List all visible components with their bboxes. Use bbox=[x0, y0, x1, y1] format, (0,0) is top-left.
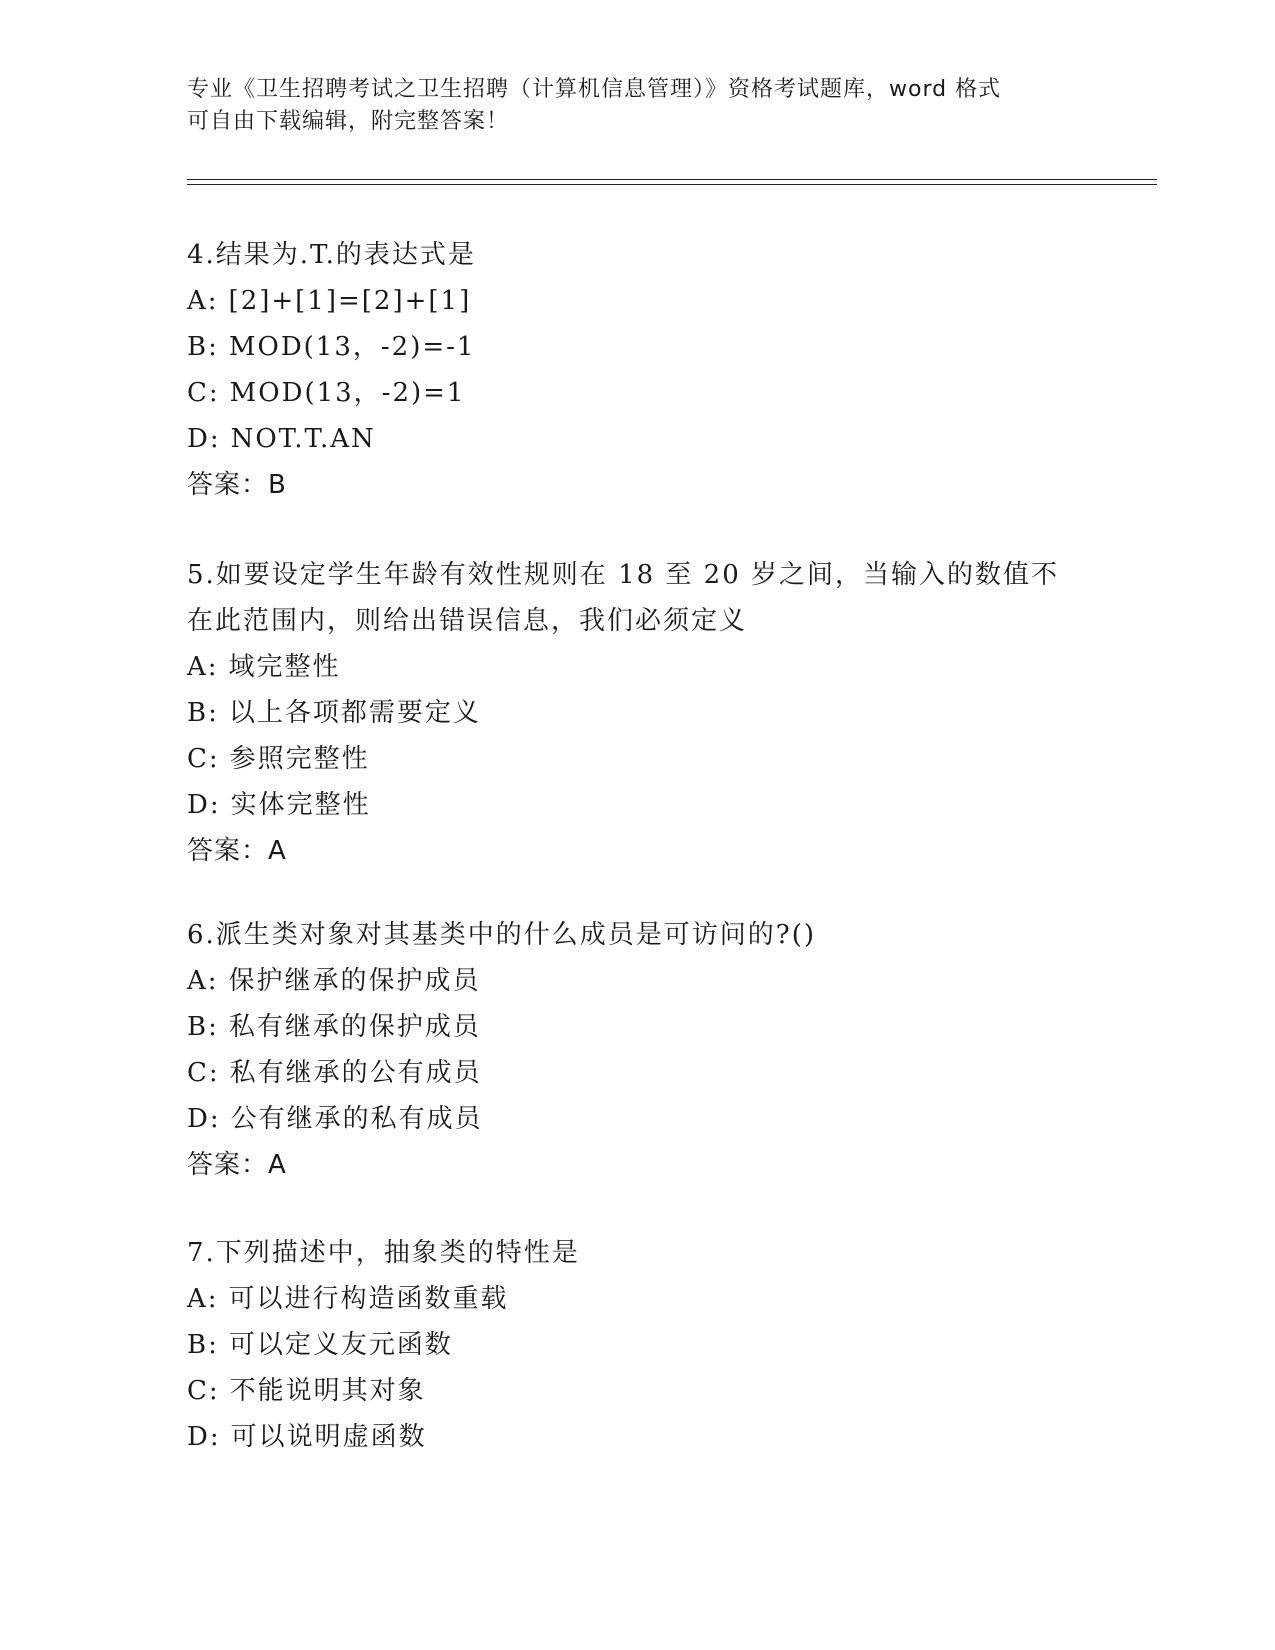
option-text: 域完整性 bbox=[228, 652, 341, 682]
question-stem-cont: 在此范围内，则给出错误信息，我们必须定义 bbox=[187, 606, 748, 636]
option-text: 实体完整性 bbox=[230, 790, 371, 820]
option-letter: A: bbox=[187, 652, 219, 682]
option-letter: D: bbox=[187, 1104, 221, 1134]
option-letter: D: bbox=[187, 1422, 221, 1452]
option-text: NOT.T.AN bbox=[230, 424, 376, 454]
option-text: 私有继承的公有成员 bbox=[229, 1058, 482, 1088]
option-text: 私有继承的保护成员 bbox=[228, 1012, 481, 1042]
option-c bbox=[187, 370, 1087, 416]
option-letter: B: bbox=[187, 698, 219, 728]
option-a bbox=[187, 644, 1087, 690]
answer-line: 答案：A bbox=[187, 836, 287, 866]
option-d bbox=[187, 1414, 1087, 1460]
option-a bbox=[187, 1276, 1087, 1322]
option-a bbox=[187, 958, 1087, 1004]
question-7 bbox=[187, 1230, 1087, 1460]
option-c bbox=[187, 1050, 1087, 1096]
option-text: MOD(13，-2)=1 bbox=[229, 378, 466, 408]
option-b bbox=[187, 690, 1087, 736]
header-divider-bottom bbox=[187, 184, 1157, 185]
option-text: 可以进行构造函数重载 bbox=[228, 1284, 509, 1314]
option-c bbox=[187, 736, 1087, 782]
option-d bbox=[187, 416, 1087, 462]
option-letter: D: bbox=[187, 790, 221, 820]
option-c bbox=[187, 1368, 1087, 1414]
option-letter: C: bbox=[187, 378, 220, 408]
option-d bbox=[187, 782, 1087, 828]
answer-line: 答案：A bbox=[187, 1150, 287, 1180]
question-stem: 6.派生类对象对其基类中的什么成员是可访问的?() bbox=[187, 920, 817, 950]
option-letter: B: bbox=[187, 1012, 219, 1042]
document-header bbox=[187, 74, 1067, 138]
answer-line: 答案：B bbox=[187, 470, 287, 500]
option-letter: B: bbox=[187, 332, 219, 362]
option-text: 可以说明虚函数 bbox=[230, 1422, 427, 1452]
option-text: 公有继承的私有成员 bbox=[230, 1104, 483, 1134]
option-b bbox=[187, 1322, 1087, 1368]
option-letter: C: bbox=[187, 1058, 220, 1088]
option-text: 参照完整性 bbox=[229, 744, 370, 774]
option-b bbox=[187, 324, 1087, 370]
question-stem: 4.结果为.T.的表达式是 bbox=[187, 240, 476, 270]
question-4 bbox=[187, 232, 1087, 508]
option-letter: C: bbox=[187, 1376, 220, 1406]
header-line-1: 专业《卫生招聘考试之卫生招聘（计算机信息管理）》资格考试题库，word 格式 bbox=[187, 77, 1002, 102]
option-text: 可以定义友元函数 bbox=[228, 1330, 453, 1360]
option-text: 以上各项都需要定义 bbox=[228, 698, 481, 728]
option-text: 不能说明其对象 bbox=[229, 1376, 426, 1406]
option-letter: C: bbox=[187, 744, 220, 774]
question-5 bbox=[187, 552, 1087, 874]
question-stem: 5.如要设定学生年龄有效性规则在 18 至 20 岁之间，当输入的数值不 bbox=[187, 560, 1060, 590]
option-a bbox=[187, 278, 1087, 324]
option-text: 保护继承的保护成员 bbox=[228, 966, 481, 996]
option-d bbox=[187, 1096, 1087, 1142]
option-text: [2]+[1]=[2]+[1] bbox=[228, 286, 472, 316]
header-line-2: 可自由下载编辑，附完整答案！ bbox=[187, 109, 510, 134]
option-letter: A: bbox=[187, 966, 219, 996]
header-divider-top bbox=[187, 179, 1157, 180]
question-stem: 7.下列描述中，抽象类的特性是 bbox=[187, 1238, 580, 1268]
option-letter: A: bbox=[187, 1284, 219, 1314]
option-text: MOD(13，-2)=-1 bbox=[228, 332, 476, 362]
option-letter: D: bbox=[187, 424, 221, 454]
option-letter: A: bbox=[187, 286, 219, 316]
question-6 bbox=[187, 912, 1087, 1188]
option-letter: B: bbox=[187, 1330, 219, 1360]
option-b bbox=[187, 1004, 1087, 1050]
